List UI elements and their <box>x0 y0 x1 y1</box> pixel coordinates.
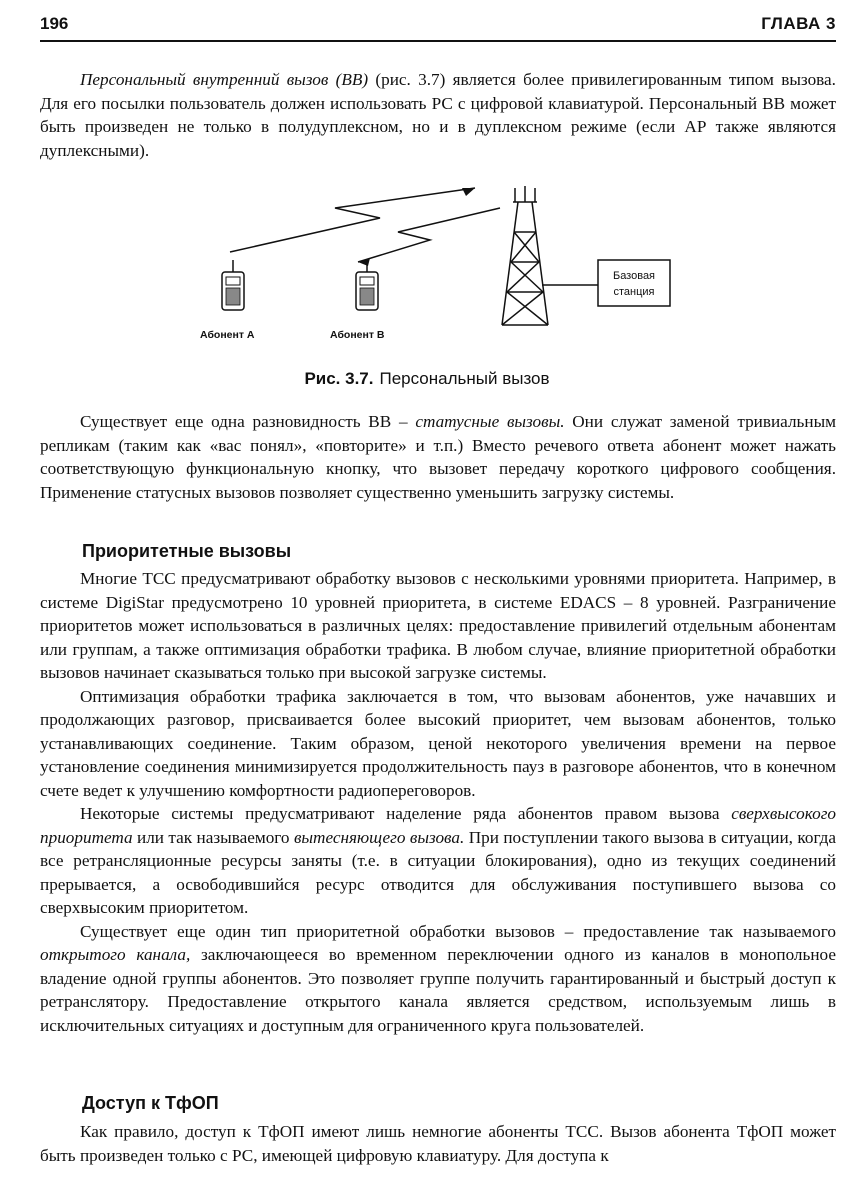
chapter-title: ГЛАВА 3 <box>761 14 836 33</box>
priority-block <box>40 567 836 1037</box>
p4-text-before: Существует еще один тип приоритетной обработки вызовов – предоставление так называемого <box>80 921 836 941</box>
intro-text: (рис. 3.7) является более привилегированным типом вызова. Для его посылки пользователь должен использовать РС с цифровой клавиатурой. Персональный ВВ может быть произведен не только в полудуплексном, но и в дуплексном режиме (если АР также являются дуплексными). <box>40 70 836 160</box>
p3-text-before: Некоторые системы предусматривают наделение ряда абонентов правом вызова <box>80 804 732 823</box>
status-calls-block <box>40 410 836 504</box>
subscriber-a-label: Абонент А <box>200 329 255 341</box>
status-calls-term: статусные вызовы. <box>415 412 565 431</box>
pstn-heading: Доступ к ТфОП <box>82 1093 219 1113</box>
base-station-label-2: станция <box>613 286 655 298</box>
handset-b-icon <box>356 260 378 310</box>
priority-paragraph-3 <box>40 802 836 920</box>
pstn-block <box>40 1120 836 1167</box>
figure-diagram <box>170 180 690 360</box>
intro-term: Персональный внутренний вызов (ВВ) <box>80 70 369 89</box>
base-station-box <box>598 260 670 306</box>
page-header <box>40 8 836 42</box>
signal-line-b <box>358 208 500 262</box>
p4-text-after: заключающееся во временном переключении одного из каналов в монопольное владение одной группы абонентов. Это позволяет группе получить гарантированный и быстрый доступ к ретранслятору. Предоставление открытого канала является средством, используемым лишь в исключительных ситуациях и доступным для ограниченного круга пользователей. <box>40 945 836 1035</box>
caption-number: Рис. 3.7. <box>304 369 374 388</box>
header-rule <box>40 40 836 42</box>
tower-icon <box>502 186 548 325</box>
status-calls-text-before: Существует еще одна разновидность ВВ – <box>80 412 416 431</box>
signal-line-a <box>230 188 475 252</box>
signal-arrow-a <box>462 188 475 196</box>
p3-term-1: сверхвысокого приоритета <box>40 804 836 847</box>
caption-text: Персональный вызов <box>379 369 550 388</box>
pstn-paragraph-1: Как правило, доступ к ТфОП имеют лишь немногие абоненты ТСС. Вызов абонента ТфОП может быть произведен только с РС, имеющей цифровую клавиатуру. Для доступа к <box>40 1122 836 1165</box>
figure-3-7 <box>170 180 690 360</box>
p3-text-after: При поступлении такого вызова в ситуации, когда все ретрансляционные ресурсы заняты (т.е. в ситуации блокирования), одно из текущих соединений прерывается, а освободившийся ресурс отводится для обслуживания поступившего вызова со сверхвысоким приоритетом. <box>40 827 837 917</box>
handset-a-icon <box>222 260 244 310</box>
base-station-label-1: Базовая <box>612 270 656 282</box>
priority-paragraph-1: Многие ТСС предусматривают обработку вызовов с несколькими уровнями приоритета. Например, в системе DigiStar предусмотрено 10 уровней приоритета, в системе EDACS – 8 уровней. Разграничение приоритетов может использоваться в различных целях: предоставление привилегий отдельным абонентам или группам, а также оптимизация обработки трафика. В любом случае, влияние приоритетной обработки вызовов начинает сказываться только при высокой загрузке системы. <box>40 569 836 682</box>
intro-block <box>40 68 836 162</box>
priority-paragraph-2: Оптимизация обработки трафика заключается в том, что вызовам абонентов, уже начавших и продолжающих разговор, присваивается более высокий приоритет, чем вызовам абонентов, только устанавливающих соединение. Таким образом, ценой некоторого увеличения времени на первое установление соединения минимизируется продолжительность пауз в разговоре абонентов, что в конечном счете ведет к улучшению комфортности радиопереговоров. <box>40 686 836 800</box>
p3-text-mid: или так называемого <box>132 827 294 847</box>
status-calls-text-after: Они служат заменой тривиальным репликам (таким как «вас понял», «повторите» и т.п.) Вместо речевого ответа абонент может нажать соответствующую функциональную кнопку, что вызовет передачу короткого цифрового сообщения. Применение статусных вызовов позволяет существенно уменьшить загрузку системы. <box>40 412 837 502</box>
priority-heading: Приоритетные вызовы <box>82 541 292 561</box>
signal-arrow-b <box>358 258 370 266</box>
page-number: 196 <box>40 14 69 33</box>
figure-caption <box>0 369 854 389</box>
subscriber-b-label: Абонент В <box>330 329 385 341</box>
intro-paragraph <box>40 68 836 162</box>
priority-paragraph-4 <box>40 920 836 1038</box>
status-calls-paragraph <box>40 410 836 504</box>
p4-term: открытого канала, <box>40 945 191 964</box>
p3-term-2: вытесняющего вызова. <box>293 827 465 847</box>
